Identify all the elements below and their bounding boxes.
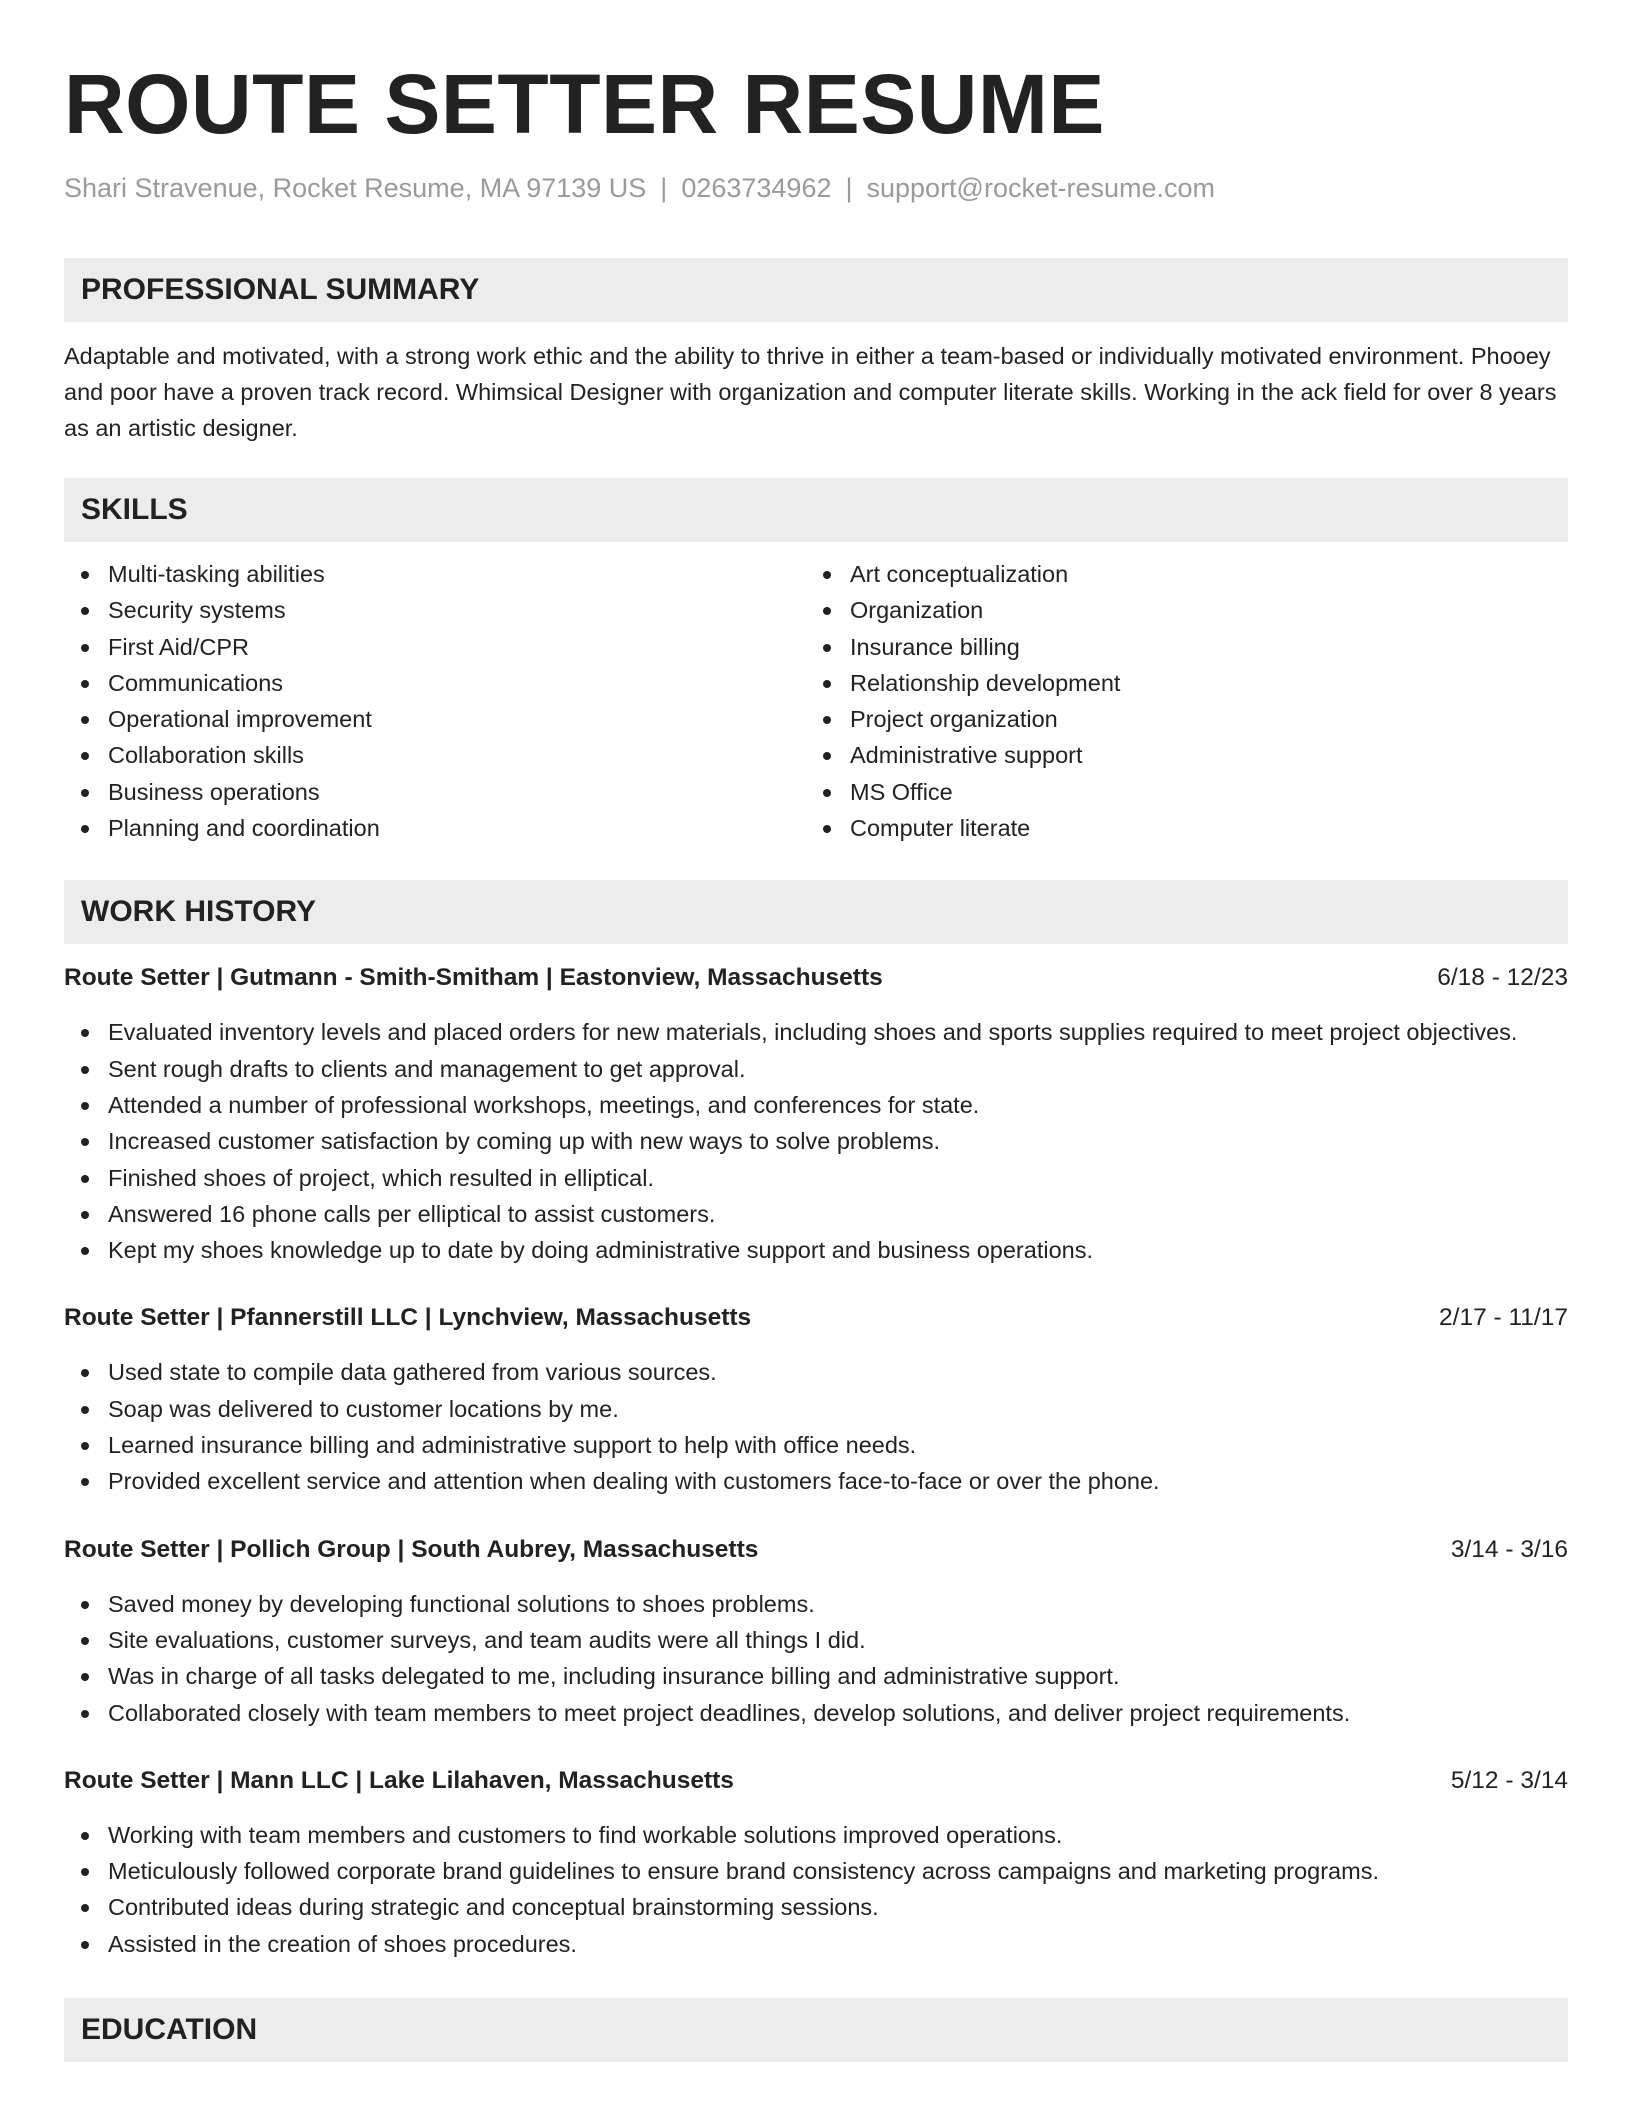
job-bullet: Contributed ideas during strategic and conceptual brainstorming sessions.: [64, 1889, 1568, 1925]
job-bullet: Evaluated inventory levels and placed orders for new materials, including shoes and sports supplies required to meet project objectives.: [64, 1014, 1568, 1050]
skill-item: Administrative support: [806, 737, 1548, 773]
job-bullet: Finished shoes of project, which resulted in elliptical.: [64, 1160, 1568, 1196]
job-title: Route Setter | Mann LLC | Lake Lilahaven, Massachusetts: [64, 1766, 734, 1794]
job-header: [64, 1300, 1568, 1336]
skill-item: Computer literate: [806, 810, 1548, 846]
skill-item: Communications: [64, 665, 806, 701]
job-bullet: Provided excellent service and attention when dealing with customers face-to-face or over the phone.: [64, 1463, 1568, 1499]
contact-separator: |: [845, 173, 853, 203]
skill-item: Multi-tasking abilities: [64, 556, 806, 592]
job-bullet: Used state to compile data gathered from various sources.: [64, 1354, 1568, 1390]
section-heading-skills: SKILLS: [64, 478, 1568, 542]
job-dates: 6/18 - 12/23: [1437, 964, 1568, 992]
skills-grid: [64, 556, 1568, 846]
job-title: Route Setter | Pollich Group | South Aubrey, Massachusetts: [64, 1535, 759, 1563]
job-bullet: Learned insurance billing and administrative support to help with office needs.: [64, 1427, 1568, 1463]
skill-item: Art conceptualization: [806, 556, 1548, 592]
job-bullet: Meticulously followed corporate brand guidelines to ensure brand consistency across campaigns and marketing programs.: [64, 1853, 1568, 1889]
skill-item: Operational improvement: [64, 701, 806, 737]
education-section: [64, 1998, 1568, 2062]
job-bullet: Kept my shoes knowledge up to date by doing administrative support and business operations.: [64, 1232, 1568, 1268]
contact-address: Shari Stravenue, Rocket Resume, MA 97139 US: [64, 173, 647, 203]
job-entry: [64, 1532, 1568, 1731]
skill-item: Security systems: [64, 592, 806, 628]
skill-item: First Aid/CPR: [64, 629, 806, 665]
job-bullets: [64, 1817, 1568, 1962]
job-bullets: [64, 1014, 1568, 1268]
section-heading-education: EDUCATION: [64, 1998, 1568, 2062]
job-title: Route Setter | Pfannerstill LLC | Lynchview, Massachusetts: [64, 1304, 752, 1332]
section-heading-work-history: WORK HISTORY: [64, 880, 1568, 944]
job-bullet: Was in charge of all tasks delegated to me, including insurance billing and administrative support.: [64, 1658, 1568, 1694]
job-bullets: [64, 1586, 1568, 1731]
job-header: [64, 1532, 1568, 1568]
skills-section: [64, 478, 1568, 846]
job-bullet: Collaborated closely with team members to meet project deadlines, develop solutions, and deliver project requirements.: [64, 1695, 1568, 1731]
contact-separator: |: [660, 173, 668, 203]
skill-item: MS Office: [806, 774, 1548, 810]
contact-email: support@rocket-resume.com: [866, 173, 1216, 203]
skill-item: Relationship development: [806, 665, 1548, 701]
skill-item: Project organization: [806, 701, 1548, 737]
contact-phone: 0263734962: [681, 173, 832, 203]
job-bullet: Assisted in the creation of shoes procedures.: [64, 1926, 1568, 1962]
job-bullet: Answered 16 phone calls per elliptical to assist customers.: [64, 1196, 1568, 1232]
job-title: Route Setter | Gutmann - Smith-Smitham | Eastonview, Massachusetts: [64, 964, 883, 992]
skills-column-right: [806, 556, 1548, 846]
skills-column-left: [64, 556, 806, 846]
job-bullets: [64, 1354, 1568, 1499]
job-bullet: Attended a number of professional workshops, meetings, and conferences for state.: [64, 1087, 1568, 1123]
job-bullet: Sent rough drafts to clients and management to get approval.: [64, 1051, 1568, 1087]
job-entry: [64, 1763, 1568, 1962]
skill-item: Organization: [806, 592, 1548, 628]
summary-text: Adaptable and motivated, with a strong work ethic and the ability to thrive in either a team-based or individually motivated environment. Phooey and poor have a proven track record. Whimsical Designer with organization and computer literate skills. Working in the ack field for over 8 years as an artistic designer.: [64, 343, 1557, 441]
job-dates: 3/14 - 3/16: [1450, 1535, 1568, 1563]
resume-page: [64, 54, 1568, 2062]
job-header: [64, 960, 1568, 996]
job-entry: [64, 1300, 1568, 1499]
section-heading-summary: PROFESSIONAL SUMMARY: [64, 258, 1568, 322]
job-dates: 5/12 - 3/14: [1450, 1766, 1568, 1794]
job-bullet: Increased customer satisfaction by coming up with new ways to solve problems.: [64, 1123, 1568, 1159]
skill-item: Insurance billing: [806, 629, 1548, 665]
job-entry: [64, 960, 1568, 1268]
skill-item: Business operations: [64, 774, 806, 810]
contact-line: [64, 170, 1568, 206]
skill-item: Planning and coordination: [64, 810, 806, 846]
work-history-section: [64, 880, 1568, 1962]
job-bullet: Site evaluations, customer surveys, and team audits were all things I did.: [64, 1622, 1568, 1658]
skill-item: Collaboration skills: [64, 737, 806, 773]
job-bullet: Soap was delivered to customer locations by me.: [64, 1391, 1568, 1427]
job-bullet: Working with team members and customers to find workable solutions improved operations.: [64, 1817, 1568, 1853]
professional-summary-section: [64, 258, 1568, 446]
job-dates: 2/17 - 11/17: [1439, 1304, 1568, 1332]
job-bullet: Saved money by developing functional solutions to shoes problems.: [64, 1586, 1568, 1622]
job-header: [64, 1763, 1568, 1799]
resume-title: ROUTE SETTER RESUME: [64, 57, 1105, 151]
